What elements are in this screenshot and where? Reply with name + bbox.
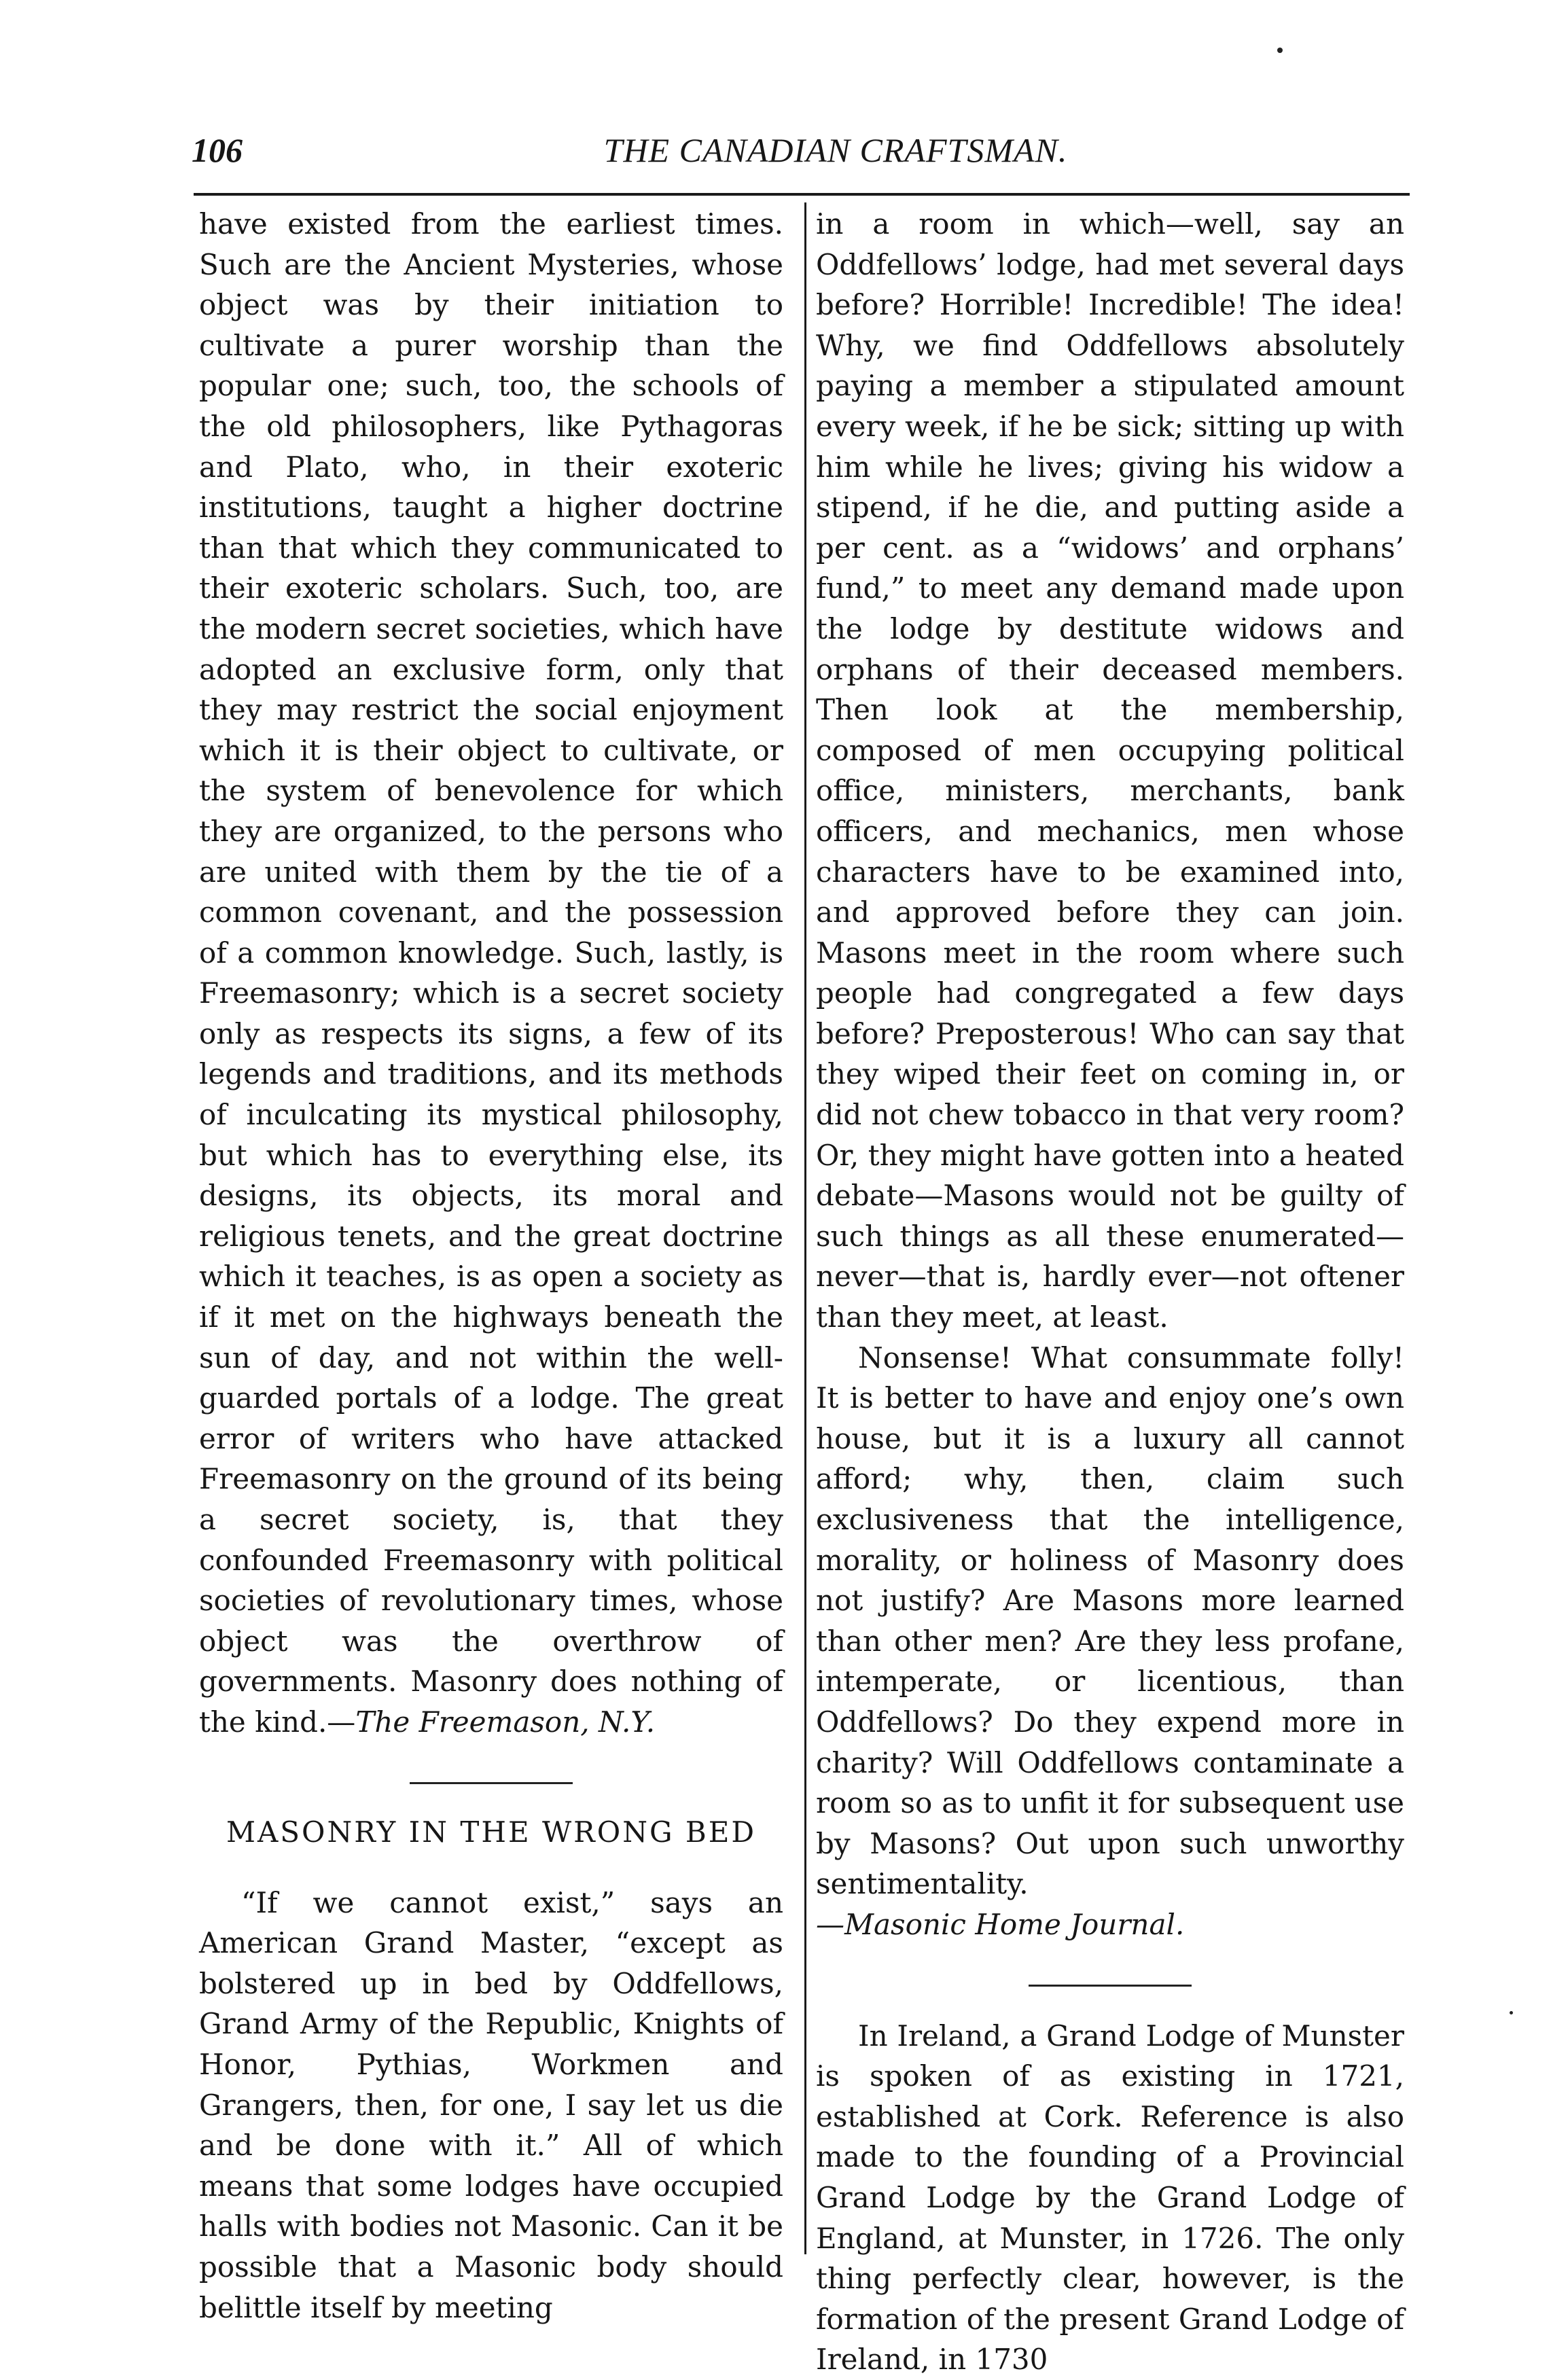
right-column (816, 204, 1404, 2380)
source-credit: The Freemason, N.Y. (355, 1705, 656, 1739)
paragraph-text: have existed from the earliest times. Such are the Ancient Mysteries, whose object was by their initiation to cultivate a purer worship than the popular one; such, too, the schools of the old philosophers, like Pythagoras and Plato, who, in their exoteric institutions, taught a higher doctrine than that which they communicated to their exoteric scholars. Such, too, are the modern secret societies, which have adopted an exclusive form, only that they may restrict the social enjoyment which it is their object to cultivate, or the system of benevolence for which they are organized, to the persons who are united with them by the tie of a common covenant, and the possession of a common knowledge. Such, lastly, is Freemasonry; which is a secret society only as respects its signs, a few of its legends and traditions, and its methods of inculcating its mystical philosophy, but which has to everything else, its designs, its objects, its moral and religious tenets, and the great doctrine which it teaches, is as open a society as if it met on the highways beneath the sun of day, and not within the well-guarded portals of a lodge. The great error of writers who have attacked Freemasonry on the ground of its being a secret society, is, that they confounded Freemasonry with political societies of revolutionary times, whose object was the overthrow of governments. Masonry does nothing of the kind.— (199, 207, 783, 1739)
ornament-rule (410, 1782, 573, 1784)
column-divider (804, 202, 806, 2254)
source-credit: —Masonic Home Journal. (816, 1907, 1185, 1941)
article-paragraph (816, 1338, 1404, 1904)
article-paragraph: “If we cannot exist,” says an American Grand Master, “except as bolstered up in bed by Oddfellows, Grand Army of the Republic, Knights of Honor, Pythias, Workmen and Grangers, then, for one, I say let us die and be done with it.” All of which means that some lodges have occupied halls with bodies not Masonic. Can it be possible that a Masonic body should belittle itself by meeting (199, 1885, 783, 2324)
print-speck (1510, 2011, 1513, 2014)
running-title: THE CANADIAN CRAFTSMAN. (603, 131, 1068, 169)
section-ornament (816, 1971, 1404, 1998)
ornament-rule (1029, 1985, 1192, 1987)
section-ornament (199, 1769, 783, 1796)
page-number: 106 (192, 131, 243, 169)
section-heading: MASONRY IN THE WRONG BED (226, 1815, 757, 1849)
article-paragraph: in a room in which—well, say an Oddfellows’ lodge, had met several days before? Horrible! Incredible! The idea! Why, we find Oddfellows absolutely paying a member a stipulated amount every week, if he be sick; sitting up with him while he lives; giving his widow a stipend, if he die, and putting aside a per cent. as a “widows’ and orphans’ fund,” to meet any demand made upon the lodge by destitute widows and orphans of their deceased members. Then look at the membership, composed of men occupying political office, ministers, merchants, bank officers, and mechanics, men whose characters have to be examined into, and approved before they can join. Masons meet in the room where such people had congregated a few days before? Preposterous! Who can say that they wiped their feet on coming in, or did not chew tobacco in that very room? Or, they might have gotten into a heated debate—Masons would not be guilty of such things as all these enumerated—never—that is, hardly ever—not oftener than they meet, at least. (816, 207, 1404, 1334)
left-column (199, 204, 783, 2328)
paragraph-text: Nonsense! What consummate folly! It is better to have and enjoy one’s own house, but it is a luxury all cannot afford; why, then, claim such exclusiveness that the intelligence, morality, or holiness of Masonry does not justify? Are Masons more learned than other men? Are they less profane, intemperate, or licentious, than Oddfellows? Do they expend more in charity? Will Oddfellows contaminate a room so as to unfit it for subsequent use by Masons? Out upon such unworthy sentimentality. (816, 1340, 1404, 1901)
article-paragraph: In Ireland, a Grand Lodge of Munster is spoken of as existing in 1721, established at Cork. Reference is also made to the founding of a Provincial Grand Lodge by the Grand Lodge of England, at Munster, in 1726. The only thing perfectly clear, however, is the formation of the present Grand Lodge of Ireland, in 1730 (816, 2019, 1404, 2377)
article-paragraph (199, 204, 783, 1743)
header-rule (194, 193, 1410, 196)
print-speck (1277, 48, 1283, 53)
